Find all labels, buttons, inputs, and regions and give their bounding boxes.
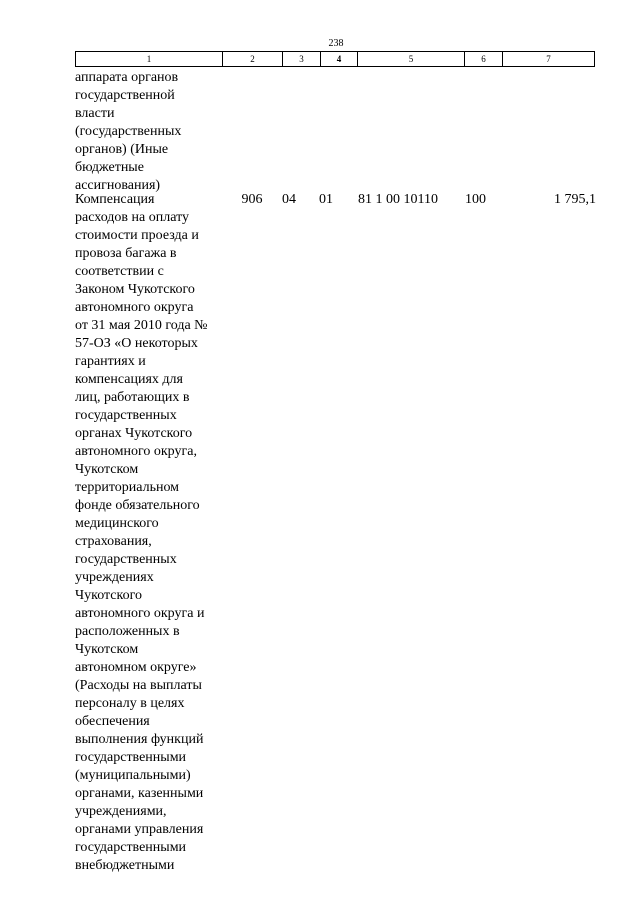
column-header-4: 4 <box>320 51 357 67</box>
row-target-code: 81 1 00 10110 <box>358 192 438 207</box>
column-header-6: 6 <box>464 51 502 67</box>
row-name: Компенсация расходов на оплату стоимости проезда и провоза багажа в соответствии с Законом Чукотского автономного округа от 31 мая 2010 года № 57-ОЗ «О некоторых гарантиях и компенсациях для лиц, работающих в государственных органах Чукотского автономного округа, Чукотском территориальном фонде обязательного медицинского страхования, государственных учреждениях Чукотского автономного округа и расположенных в Чукотском автономном округе» (Расходы на выплаты персоналу в целях обеспечения выполнения функций государственными (муниципальными) органами, казенными учреждениями, органами управления государственными внебюджетными <box>75 192 208 873</box>
continued-row-text: аппарата органов государственной власти (государственных органов) (Иные бюджетные ассигнования) <box>75 70 182 193</box>
row-expense-type-code: 100 <box>465 192 486 207</box>
row-amount: 1 795,1 <box>554 192 596 207</box>
column-header-5: 5 <box>357 51 464 67</box>
column-header-3: 3 <box>282 51 320 67</box>
column-header-1: 1 <box>75 51 222 67</box>
page-number: 238 <box>328 38 344 49</box>
row-subsection-code: 01 <box>319 192 333 207</box>
column-header-2: 2 <box>222 51 282 67</box>
table-header <box>75 51 595 67</box>
row-section-code: 04 <box>282 192 296 207</box>
column-header-7: 7 <box>502 51 595 67</box>
row-department-code: 906 <box>241 192 263 207</box>
